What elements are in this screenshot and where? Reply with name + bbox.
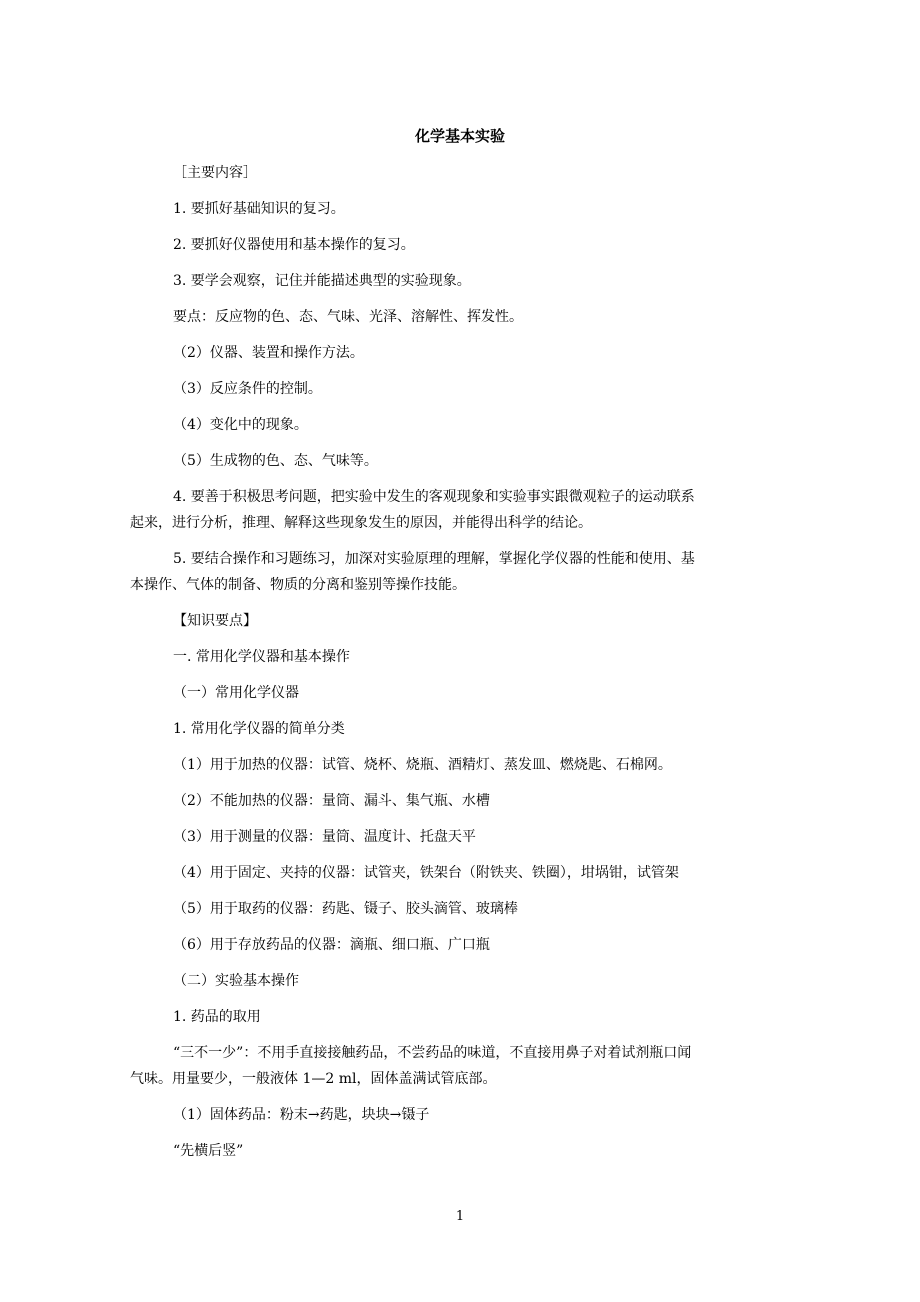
- paragraph-line: 一. 常用化学仪器和基本操作: [173, 649, 350, 665]
- document-title: 化学基本实验: [414, 127, 505, 145]
- paragraph-line: （5）生成物的色、态、气味等。: [173, 453, 378, 469]
- paragraph-line: 2. 要抓好仪器使用和基本操作的复习。: [173, 237, 415, 253]
- paragraph-line: 4. 要善于积极思考问题，把实验中发生的客观现象和实验事实跟微观粒子的运动联系: [173, 489, 695, 505]
- paragraph-line-continued: 气味。用量要少，一般液体 1—2 ml，固体盖满试管底部。: [130, 1071, 497, 1087]
- paragraph-line: 1. 常用化学仪器的简单分类: [173, 721, 345, 737]
- paragraph-line: （4）变化中的现象。: [173, 417, 308, 433]
- paragraph-line: （3）反应条件的控制。: [173, 381, 322, 397]
- paragraph-line: （2）仪器、装置和操作方法。: [173, 345, 364, 361]
- paragraph-line: “三不一少”：不用手直接接触药品，不尝药品的味道，不直接用鼻子对着试剂瓶口闻: [173, 1045, 692, 1061]
- paragraph-line: （3）用于测量的仪器：量筒、温度计、托盘天平: [173, 829, 476, 845]
- paragraph-line: （一）常用化学仪器: [173, 685, 299, 701]
- paragraph-line: 1. 要抓好基础知识的复习。: [173, 201, 345, 217]
- paragraph-line-continued: 本操作、气体的制备、物质的分离和鉴别等操作技能。: [130, 577, 466, 593]
- section-heading-knowledge-points: 【知识要点】: [173, 613, 257, 629]
- paragraph-line-continued: 起来，进行分析，推理、解释这些现象发生的原因，并能得出科学的结论。: [130, 515, 592, 531]
- paragraph-line: （2）不能加热的仪器：量筒、漏斗、集气瓶、水槽: [173, 793, 490, 809]
- paragraph-line: 1. 药品的取用: [173, 1009, 261, 1025]
- paragraph-line: “先横后竖”: [173, 1143, 244, 1159]
- paragraph-line: 5. 要结合操作和习题练习，加深对实验原理的理解，掌握化学仪器的性能和使用、基: [173, 551, 695, 567]
- paragraph-line: （4）用于固定、夹持的仪器：试管夹，铁架台（附铁夹、铁圈），坩埚钳，试管架: [173, 865, 679, 881]
- section-heading-main-content: ［主要内容］: [173, 165, 257, 181]
- paragraph-line: （1）用于加热的仪器：试管、烧杯、烧瓶、酒精灯、蒸发皿、燃烧匙、石棉网。: [173, 757, 672, 773]
- paragraph-line: 要点：反应物的色、态、气味、光泽、溶解性、挥发性。: [173, 309, 523, 325]
- paragraph-line: （1）固体药品：粉末→药匙，块块→镊子: [173, 1107, 430, 1123]
- paragraph-line: （二）实验基本操作: [173, 973, 299, 989]
- paragraph-line: 3. 要学会观察，记住并能描述典型的实验现象。: [173, 273, 471, 289]
- page-number: 1: [455, 1209, 465, 1224]
- paragraph-line: （5）用于取药的仪器：药匙、镊子、胶头滴管、玻璃棒: [173, 901, 518, 917]
- paragraph-line: （6）用于存放药品的仪器：滴瓶、细口瓶、广口瓶: [173, 937, 490, 953]
